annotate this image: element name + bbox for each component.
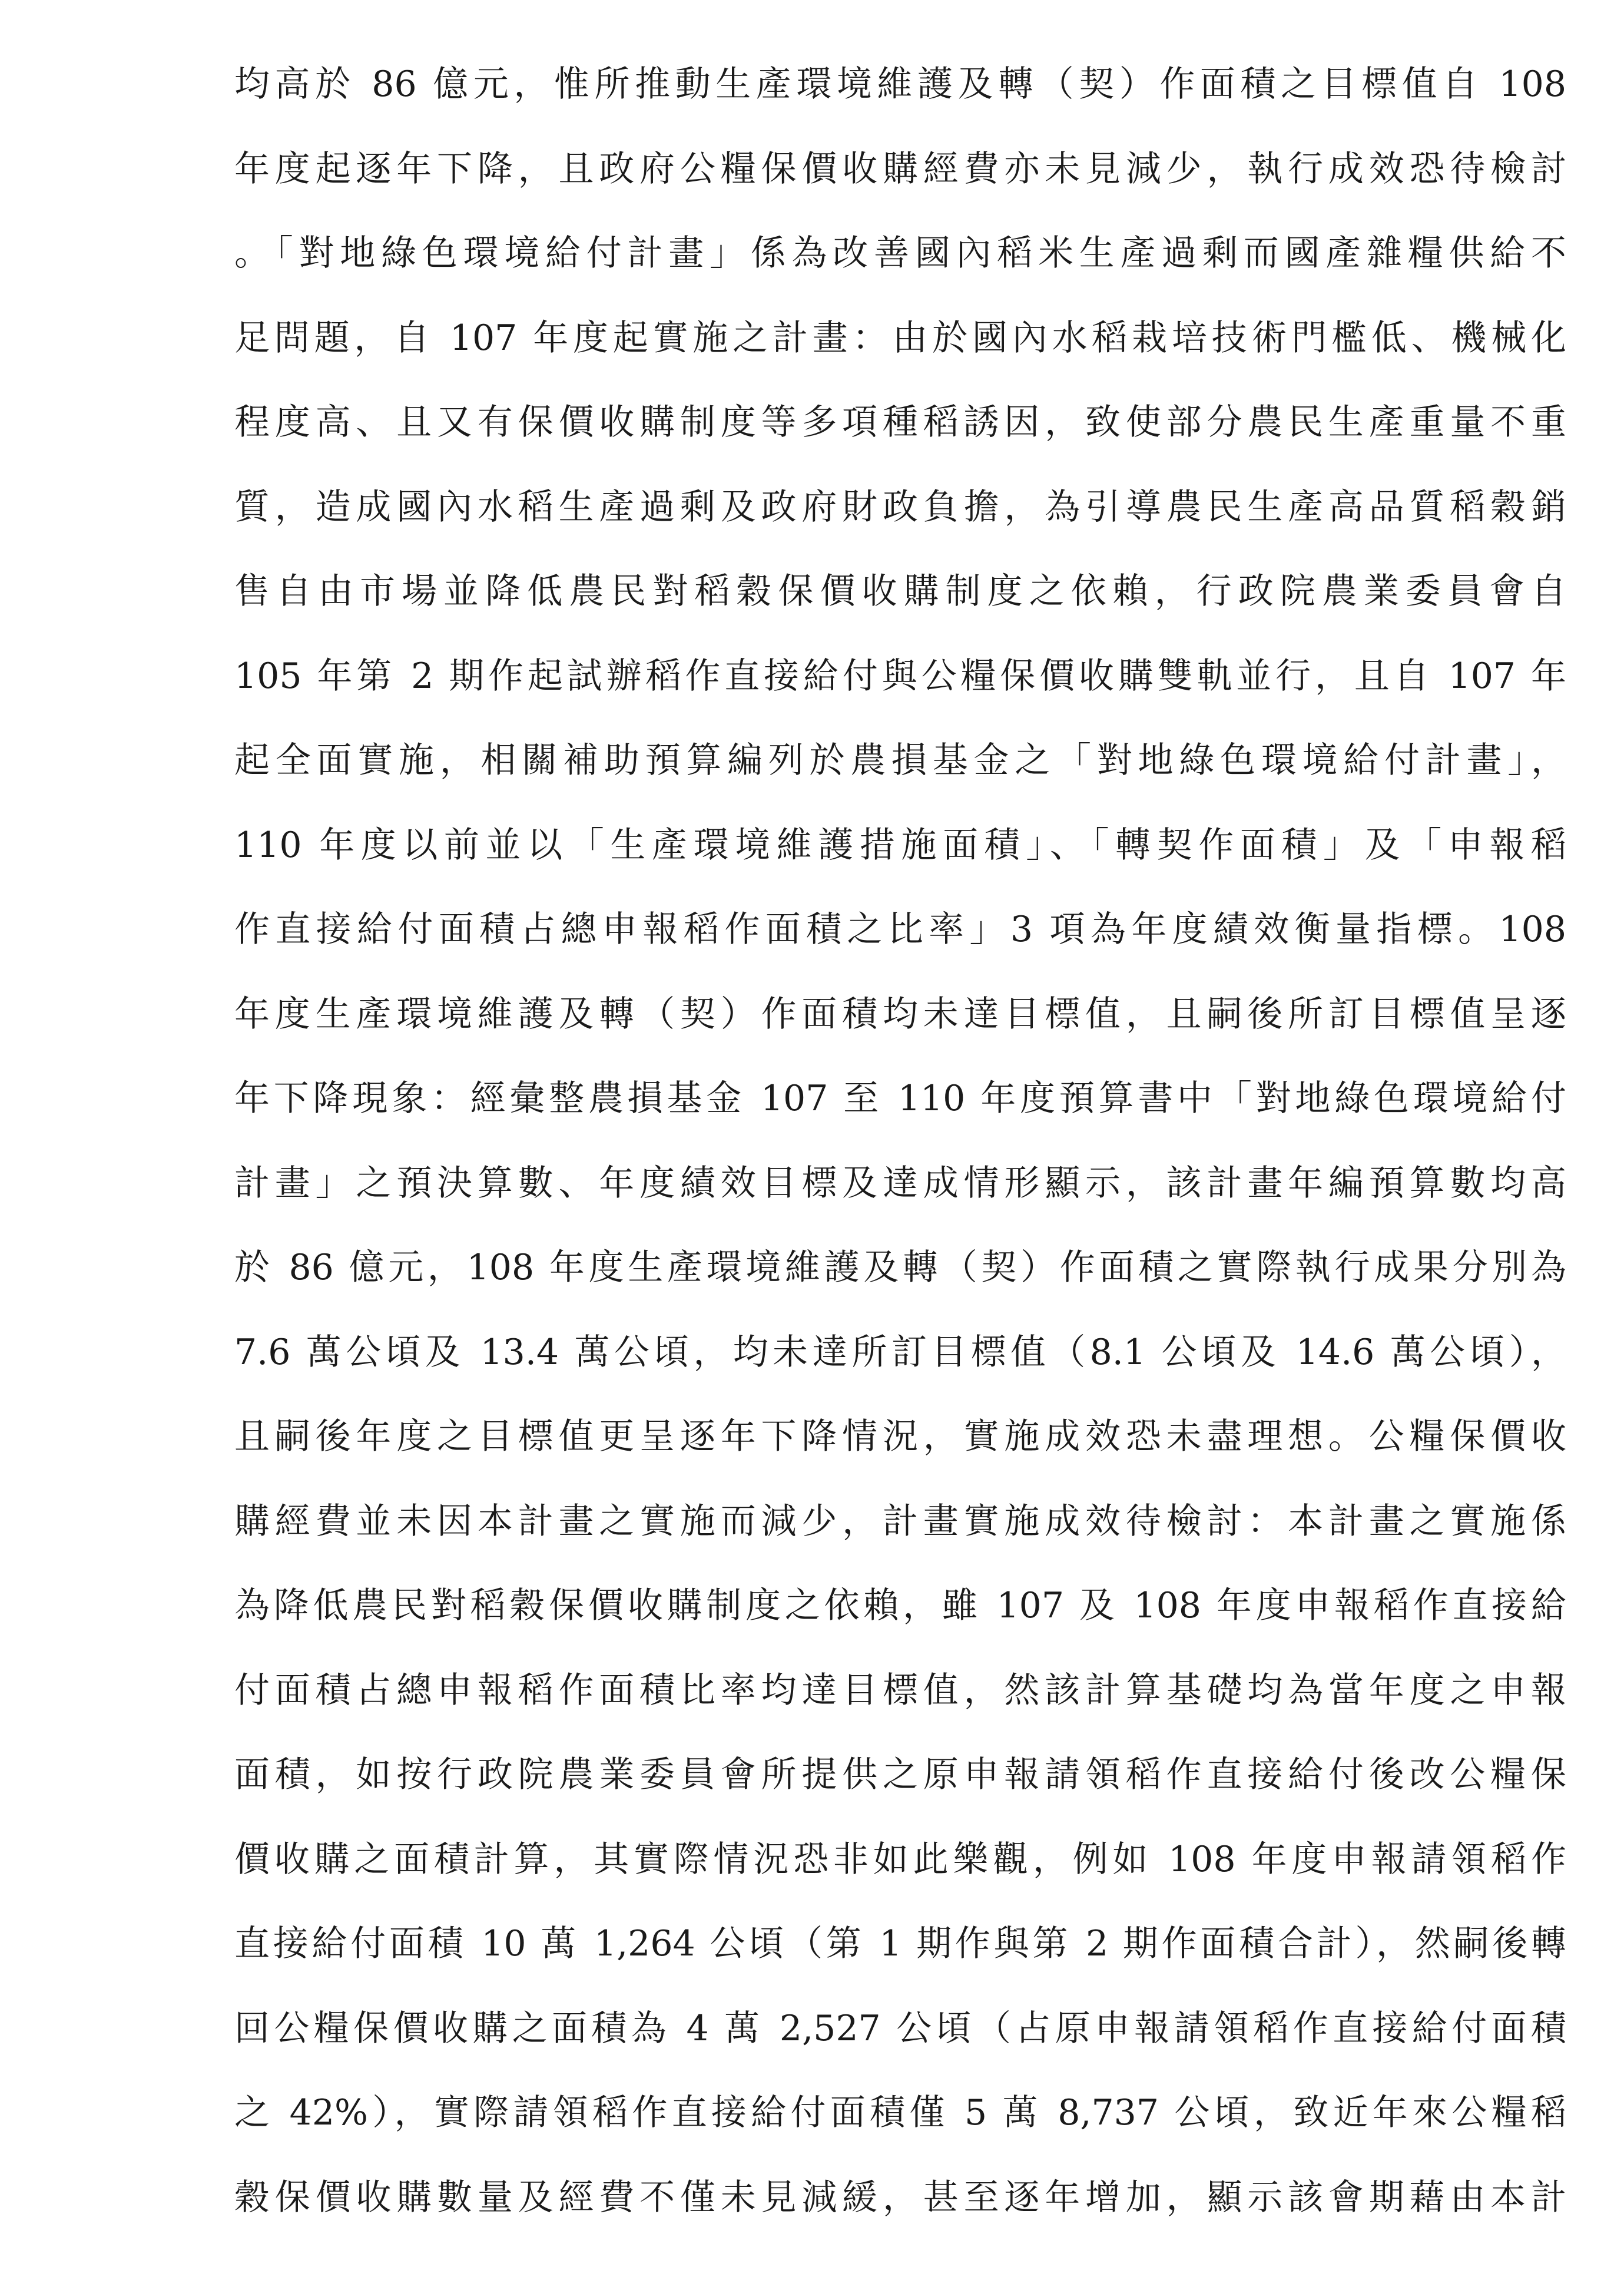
text-line-12: 年度生產環境維護及轉（契）作面積均未達目標值，且嗣後所訂目標值呈逐 xyxy=(234,993,1566,1035)
text-line-6: 質，造成國內水稻生產過剩及政府財政負擔，為引導農民生產高品質稻穀銷 xyxy=(234,486,1566,528)
text-line-13: 年下降現象：經彙整農損基金 107 至 110 年度預算書中「對地綠色環境給付 xyxy=(234,1078,1566,1119)
text-line-3: 。「對地綠色環境給付計畫」係為改善國內稻米生產過剩而國產雜糧供給不 xyxy=(234,233,1566,274)
text-line-15: 於 86 億元，108 年度生產環境維護及轉（契）作面積之實際執行成果分別為 xyxy=(234,1247,1566,1288)
text-line-10: 110 年度以前並以「生產環境維護措施面積」、「轉契作面積」及「申報稻 xyxy=(234,824,1566,866)
text-line-25: 之 42%），實際請領稻作直接給付面積僅 5 萬 8,737 公頃，致近年來公糧稻 xyxy=(234,2092,1566,2133)
text-line-22: 價收購之面積計算，其實際情況恐非如此樂觀，例如 108 年度申報請領稻作 xyxy=(234,1838,1566,1880)
text-line-14: 計畫」之預決算數、年度績效目標及達成情形顯示，該計畫年編預算數均高 xyxy=(234,1162,1566,1204)
text-line-21: 面積，如按行政院農業委員會所提供之原申報請領稻作直接給付後改公糧保 xyxy=(234,1754,1566,1795)
text-line-16: 7.6 萬公頃及 13.4 萬公頃，均未達所訂目標值（8.1 公頃及 14.6 萬公頃）， xyxy=(234,1331,1566,1373)
text-line-19: 為降低農民對稻穀保價收購制度之依賴，雖 107 及 108 年度申報稻作直接給 xyxy=(234,1585,1566,1626)
text-line-2: 年度起逐年下降，且政府公糧保價收購經費亦未見減少，執行成效恐待檢討 xyxy=(234,148,1566,190)
text-line-18: 購經費並未因本計畫之實施而減少，計畫實施成效待檢討：本計畫之實施係 xyxy=(234,1500,1566,1542)
text-line-20: 付面積占總申報稻作面積比率均達目標值，然該計算基礎均為當年度之申報 xyxy=(234,1669,1566,1711)
text-line-23: 直接給付面積 10 萬 1,264 公頃（第 1 期作與第 2 期作面積合計），然嗣後轉 xyxy=(234,1923,1566,1964)
text-line-24: 回公糧保價收購之面積為 4 萬 2,527 公頃（占原申報請領稻作直接給付面積 xyxy=(234,2007,1566,2049)
text-line-1: 均高於 86 億元，惟所推動生產環境維護及轉（契）作面積之目標值自 108 xyxy=(234,64,1566,105)
text-line-5: 程度高、且又有保價收購制度等多項種稻誘因，致使部分農民生產重量不重 xyxy=(234,402,1566,443)
text-line-9: 起全面實施，相關補助預算編列於農損基金之「對地綠色環境給付計畫」， xyxy=(234,740,1566,781)
text-line-8: 105 年第 2 期作起試辦稻作直接給付與公糧保價收購雙軌並行，且自 107 年 xyxy=(234,655,1566,697)
body-text xyxy=(234,42,1566,2240)
text-line-7: 售自由市場並降低農民對稻穀保價收購制度之依賴，行政院農業委員會自 xyxy=(234,571,1566,612)
text-line-11: 作直接給付面積占總申報稻作面積之比率」3 項為年度績效衡量指標。108 xyxy=(234,909,1567,950)
text-line-26: 穀保價收購數量及經費不僅未見減緩，甚至逐年增加，顯示該會期藉由本計 xyxy=(234,2176,1566,2218)
text-line-17: 且嗣後年度之目標值更呈逐年下降情況，實施成效恐未盡理想。公糧保價收 xyxy=(234,1416,1566,1457)
text-line-4: 足問題，自 107 年度起實施之計畫：由於國內水稻栽培技術門檻低、機械化 xyxy=(234,317,1566,359)
